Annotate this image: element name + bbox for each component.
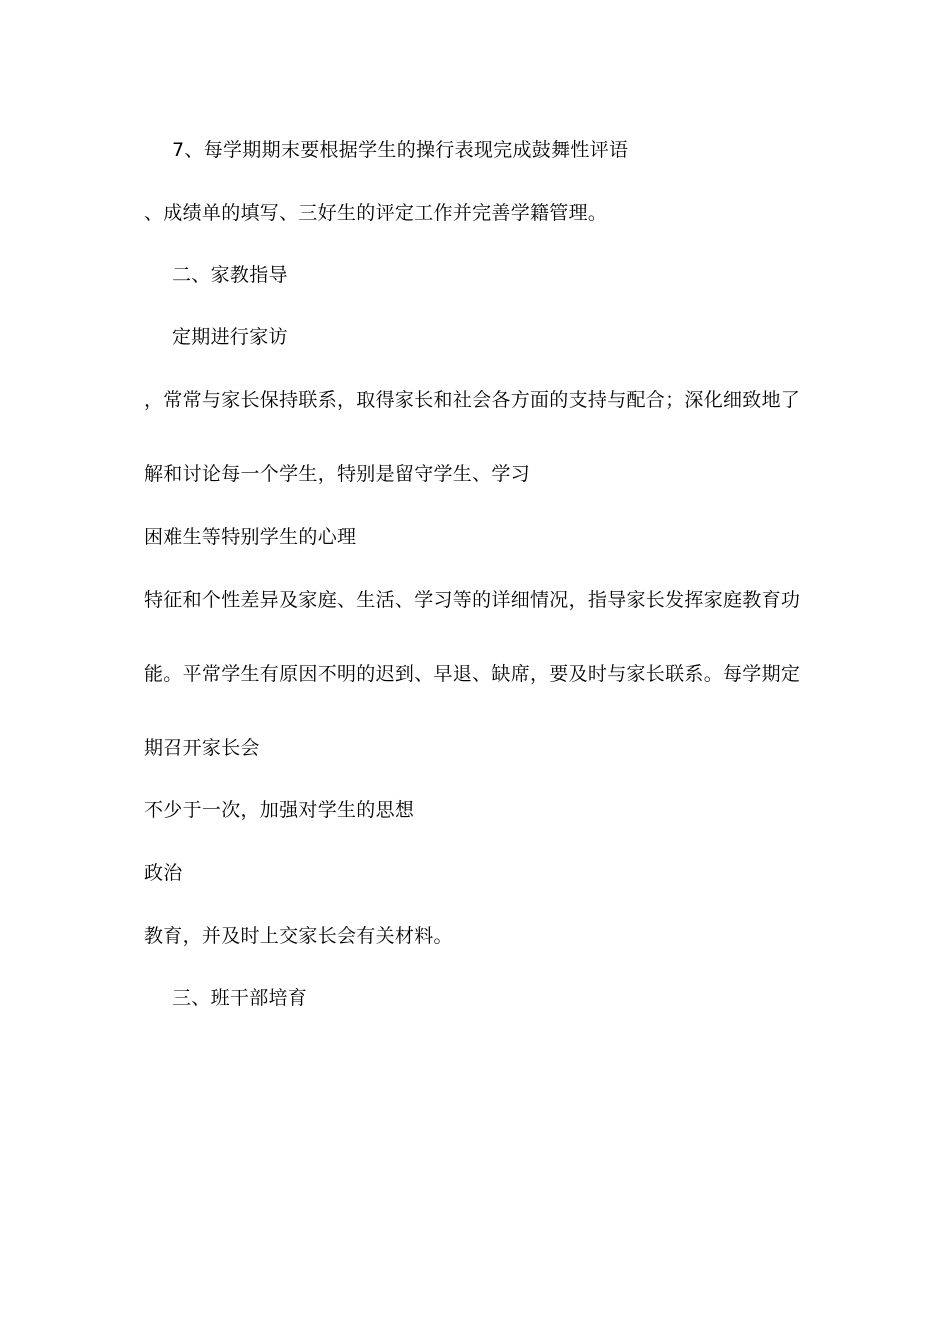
paragraph-line-1: 7、每学期期末要根据学生的操行表现完成鼓舞性评语 <box>172 139 629 161</box>
paragraph-line-12: 政治 <box>144 862 183 884</box>
paragraph-line-8: 特征和个性差异及家庭、生活、学习等的详细情况，指导家长发挥家庭教育功 <box>144 589 801 611</box>
paragraph-line-13: 教育，并及时上交家长会有关材料。 <box>144 925 453 947</box>
paragraph-line-6: 解和讨论每一个学生，特别是留守学生、学习 <box>144 463 531 485</box>
section-heading-home-education: 二、家教指导 <box>172 264 288 286</box>
paragraph-line-7: 困难生等特别学生的心理 <box>144 526 357 548</box>
section-heading-class-cadre: 三、班干部培育 <box>172 987 308 1009</box>
subheading-home-visit: 定期进行家访 <box>172 326 288 348</box>
paragraph-line-10: 期召开家长会 <box>144 737 260 759</box>
paragraph-line-9: 能。平常学生有原因不明的迟到、早退、缺席，要及时与家长联系。每学期定 <box>144 663 801 685</box>
paragraph-line-5: ，常常与家长保持联系，取得家长和社会各方面的支持与配合；深化细致地了 <box>144 389 801 411</box>
paragraph-line-2: 、成绩单的填写、三好生的评定工作并完善学籍管理。 <box>144 202 608 224</box>
paragraph-line-11: 不少于一次，加强对学生的思想 <box>144 799 415 821</box>
